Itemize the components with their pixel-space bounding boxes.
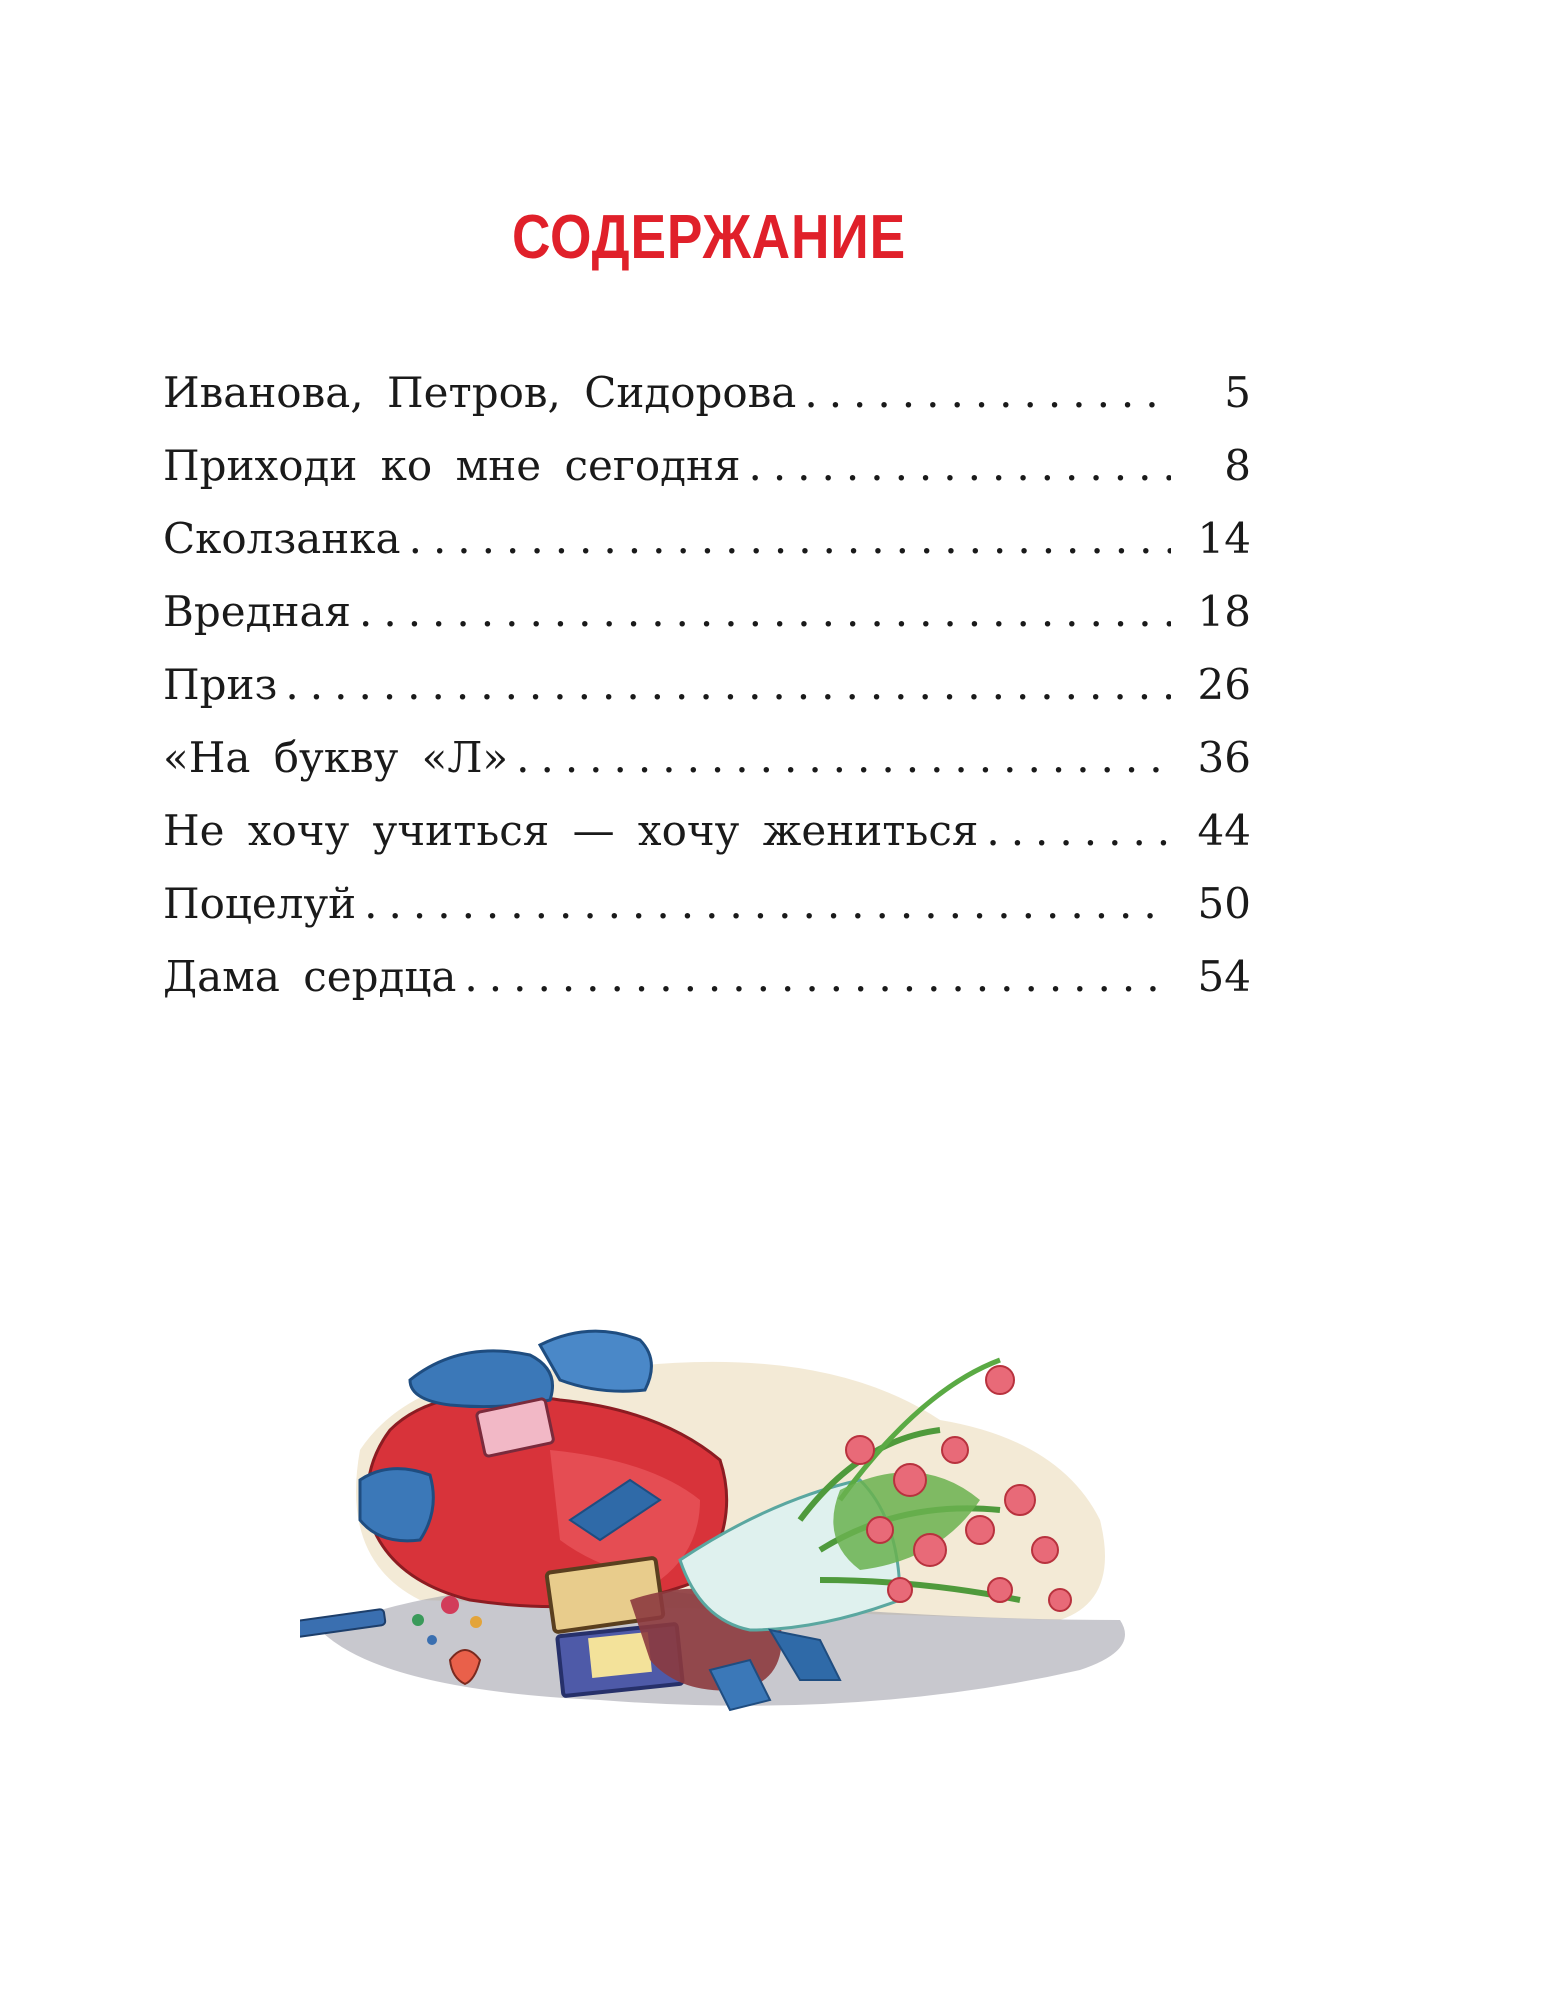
book-page [588,1632,652,1678]
toc-entry-title: Приз [163,660,278,709]
toc-entry-page: 26 [1197,660,1251,709]
toc-entry-title: Иванова, Петров, Сидорова [163,368,797,417]
toc-entry-title: Сколзанка [163,514,401,563]
toc-entry-title: Не хочу учиться — хочу жениться [163,806,979,855]
backpack-with-flowers-illustration [300,1300,1160,1740]
candy [441,1596,459,1614]
toc-entry-title: Приходи ко мне сегодня [163,441,741,490]
toc-leader-dots [464,940,1171,1013]
toc-entry[interactable] [163,356,1251,429]
page-title: СОДЕРЖАНИЕ [511,203,907,272]
toc-entry[interactable] [163,575,1251,648]
table-of-contents [163,356,1251,1013]
toc-entry-page: 8 [1224,441,1251,490]
backpack-strap [360,1469,433,1541]
toc-leader-dots [364,867,1171,940]
toc-leader-dots [748,429,1171,502]
toc-leader-dots [359,575,1171,648]
toc-leader-dots [516,721,1171,794]
toc-entry-page: 50 [1197,879,1251,928]
toc-entry-page: 36 [1197,733,1251,782]
toc-entry[interactable] [163,429,1251,502]
toc-entry-page: 54 [1197,952,1251,1001]
toc-entry[interactable] [163,867,1251,940]
backpack-flap [410,1351,553,1407]
toc-entry-title: Вредная [163,587,351,636]
toc-leader-dots [409,502,1171,575]
toc-entry-page: 44 [1197,806,1251,855]
toc-entry-page: 5 [1224,368,1251,417]
toc-entry[interactable] [163,940,1251,1013]
toc-entry[interactable] [163,794,1251,867]
toc-entry-title: Дама сердца [163,952,457,1001]
candy [412,1614,424,1626]
toc-entry-page: 18 [1197,587,1251,636]
toc-leader-dots [285,648,1171,721]
toc-leader-dots [804,356,1171,429]
toc-entry-title: «На букву «Л» [163,733,509,782]
toc-entry[interactable] [163,502,1251,575]
toc-leader-dots [986,794,1171,867]
toc-entry-page: 14 [1197,514,1251,563]
candy [427,1635,437,1645]
candy [470,1616,482,1628]
toc-entry-title: Поцелуй [163,879,357,928]
toc-entry[interactable] [163,721,1251,794]
toc-entry[interactable] [163,648,1251,721]
